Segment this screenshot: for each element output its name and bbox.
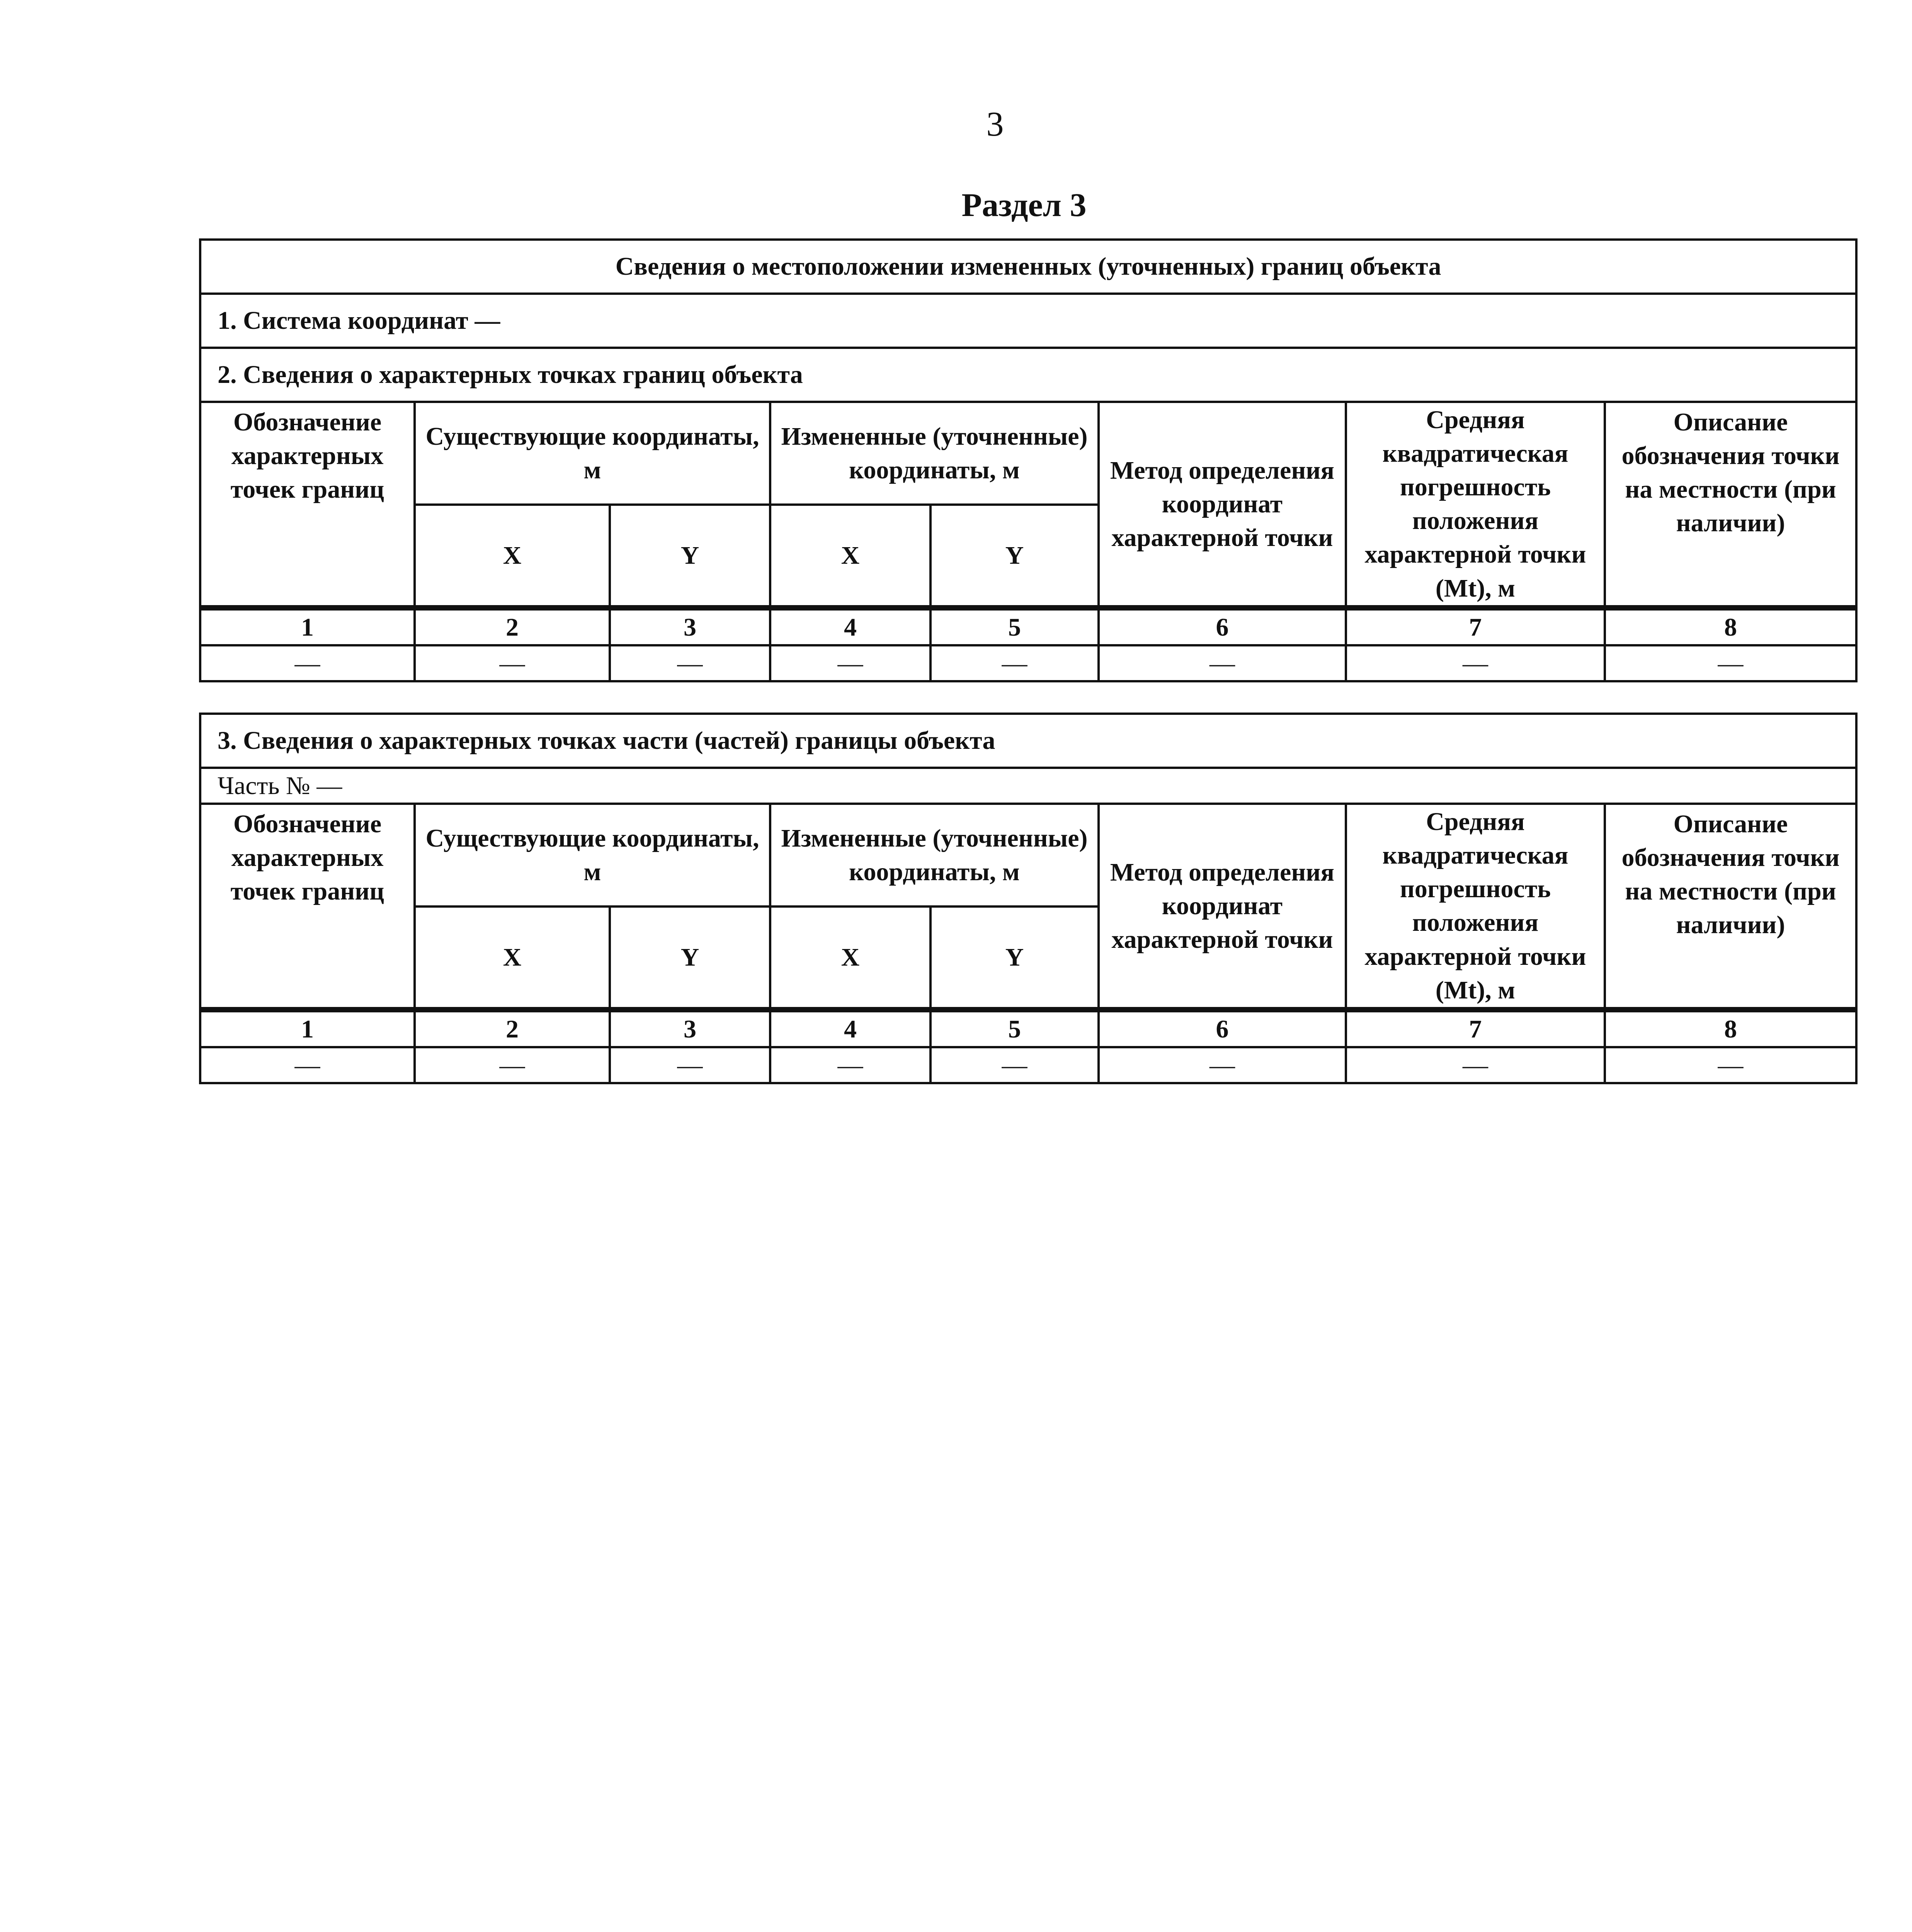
header-changed-coords: Измененные (уточненные) координаты, м xyxy=(770,402,1099,505)
table-cell: — xyxy=(1605,1047,1856,1083)
header-changed-x: X xyxy=(770,505,930,607)
table-cell: — xyxy=(200,645,415,681)
table-cell: — xyxy=(1099,645,1346,681)
column-number: 2 xyxy=(415,1010,610,1047)
header-existing-y: Y xyxy=(610,906,770,1009)
column-number: 6 xyxy=(1099,1010,1346,1047)
table-cell: — xyxy=(610,645,770,681)
points-heading: 2. Сведения о характерных точках границ объекта xyxy=(200,348,1856,402)
header-existing-coords: Существующие координаты, м xyxy=(415,402,770,505)
column-number: 4 xyxy=(770,608,930,645)
table-cell: — xyxy=(415,645,610,681)
column-number: 1 xyxy=(200,608,415,645)
table-row xyxy=(200,1047,1856,1083)
boundary-parts-table xyxy=(199,713,1858,1084)
column-number: 5 xyxy=(930,1010,1099,1047)
boundary-location-table xyxy=(199,238,1858,682)
table-cell: — xyxy=(415,1047,610,1083)
header-existing-x: X xyxy=(415,505,610,607)
page-number: 3 xyxy=(986,105,1004,143)
header-changed-y: Y xyxy=(930,505,1099,607)
header-error: Средняя квадратическая погрешность положения характерной точки (Mt), м xyxy=(1346,804,1605,1010)
column-number: 7 xyxy=(1346,1010,1605,1047)
column-number: 3 xyxy=(610,1010,770,1047)
column-number: 1 xyxy=(200,1010,415,1047)
header-existing-x: X xyxy=(415,906,610,1009)
header-existing-coords: Существующие координаты, м xyxy=(415,804,770,906)
section-title: Раздел 3 xyxy=(961,186,1087,223)
column-number: 3 xyxy=(610,608,770,645)
header-error: Средняя квадратическая погрешность положения характерной точки (Mt), м xyxy=(1346,402,1605,608)
header-changed-y: Y xyxy=(930,906,1099,1009)
header-description: Описание обозначения точки на местности (при наличии) xyxy=(1605,804,1856,1010)
header-changed-coords: Измененные (уточненные) координаты, м xyxy=(770,804,1099,906)
table-cell: — xyxy=(930,645,1099,681)
column-number: 4 xyxy=(770,1010,930,1047)
column-number: 6 xyxy=(1099,608,1346,645)
column-number: 8 xyxy=(1605,608,1856,645)
table-cell: — xyxy=(1099,1047,1346,1083)
header-designation: Обозначение характерных точек границ xyxy=(200,804,415,1010)
parts-points-heading: 3. Сведения о характерных точках части (частей) границы объекта xyxy=(200,714,1856,768)
column-number: 7 xyxy=(1346,608,1605,645)
column-number: 5 xyxy=(930,608,1099,645)
header-description: Описание обозначения точки на местности (при наличии) xyxy=(1605,402,1856,608)
header-existing-y: Y xyxy=(610,505,770,607)
header-changed-x: X xyxy=(770,906,930,1009)
header-designation: Обозначение характерных точек границ xyxy=(200,402,415,608)
table-cell: — xyxy=(610,1047,770,1083)
table-cell: — xyxy=(770,1047,930,1083)
table-cell: — xyxy=(1346,645,1605,681)
table-row xyxy=(200,645,1856,681)
table-cell: — xyxy=(770,645,930,681)
table-cell: — xyxy=(1605,645,1856,681)
table-cell: — xyxy=(200,1047,415,1083)
table-cell: — xyxy=(1346,1047,1605,1083)
part-number-row: Часть № — xyxy=(200,768,1856,804)
column-number: 8 xyxy=(1605,1010,1856,1047)
table-cell: — xyxy=(930,1047,1099,1083)
header-method: Метод определения координат характерной точки xyxy=(1099,804,1346,1010)
header-method: Метод определения координат характерной точки xyxy=(1099,402,1346,608)
coordinate-system-row: 1. Система координат — xyxy=(200,294,1856,348)
table-title: Сведения о местоположении измененных (уточненных) границ объекта xyxy=(200,240,1856,294)
column-number: 2 xyxy=(415,608,610,645)
